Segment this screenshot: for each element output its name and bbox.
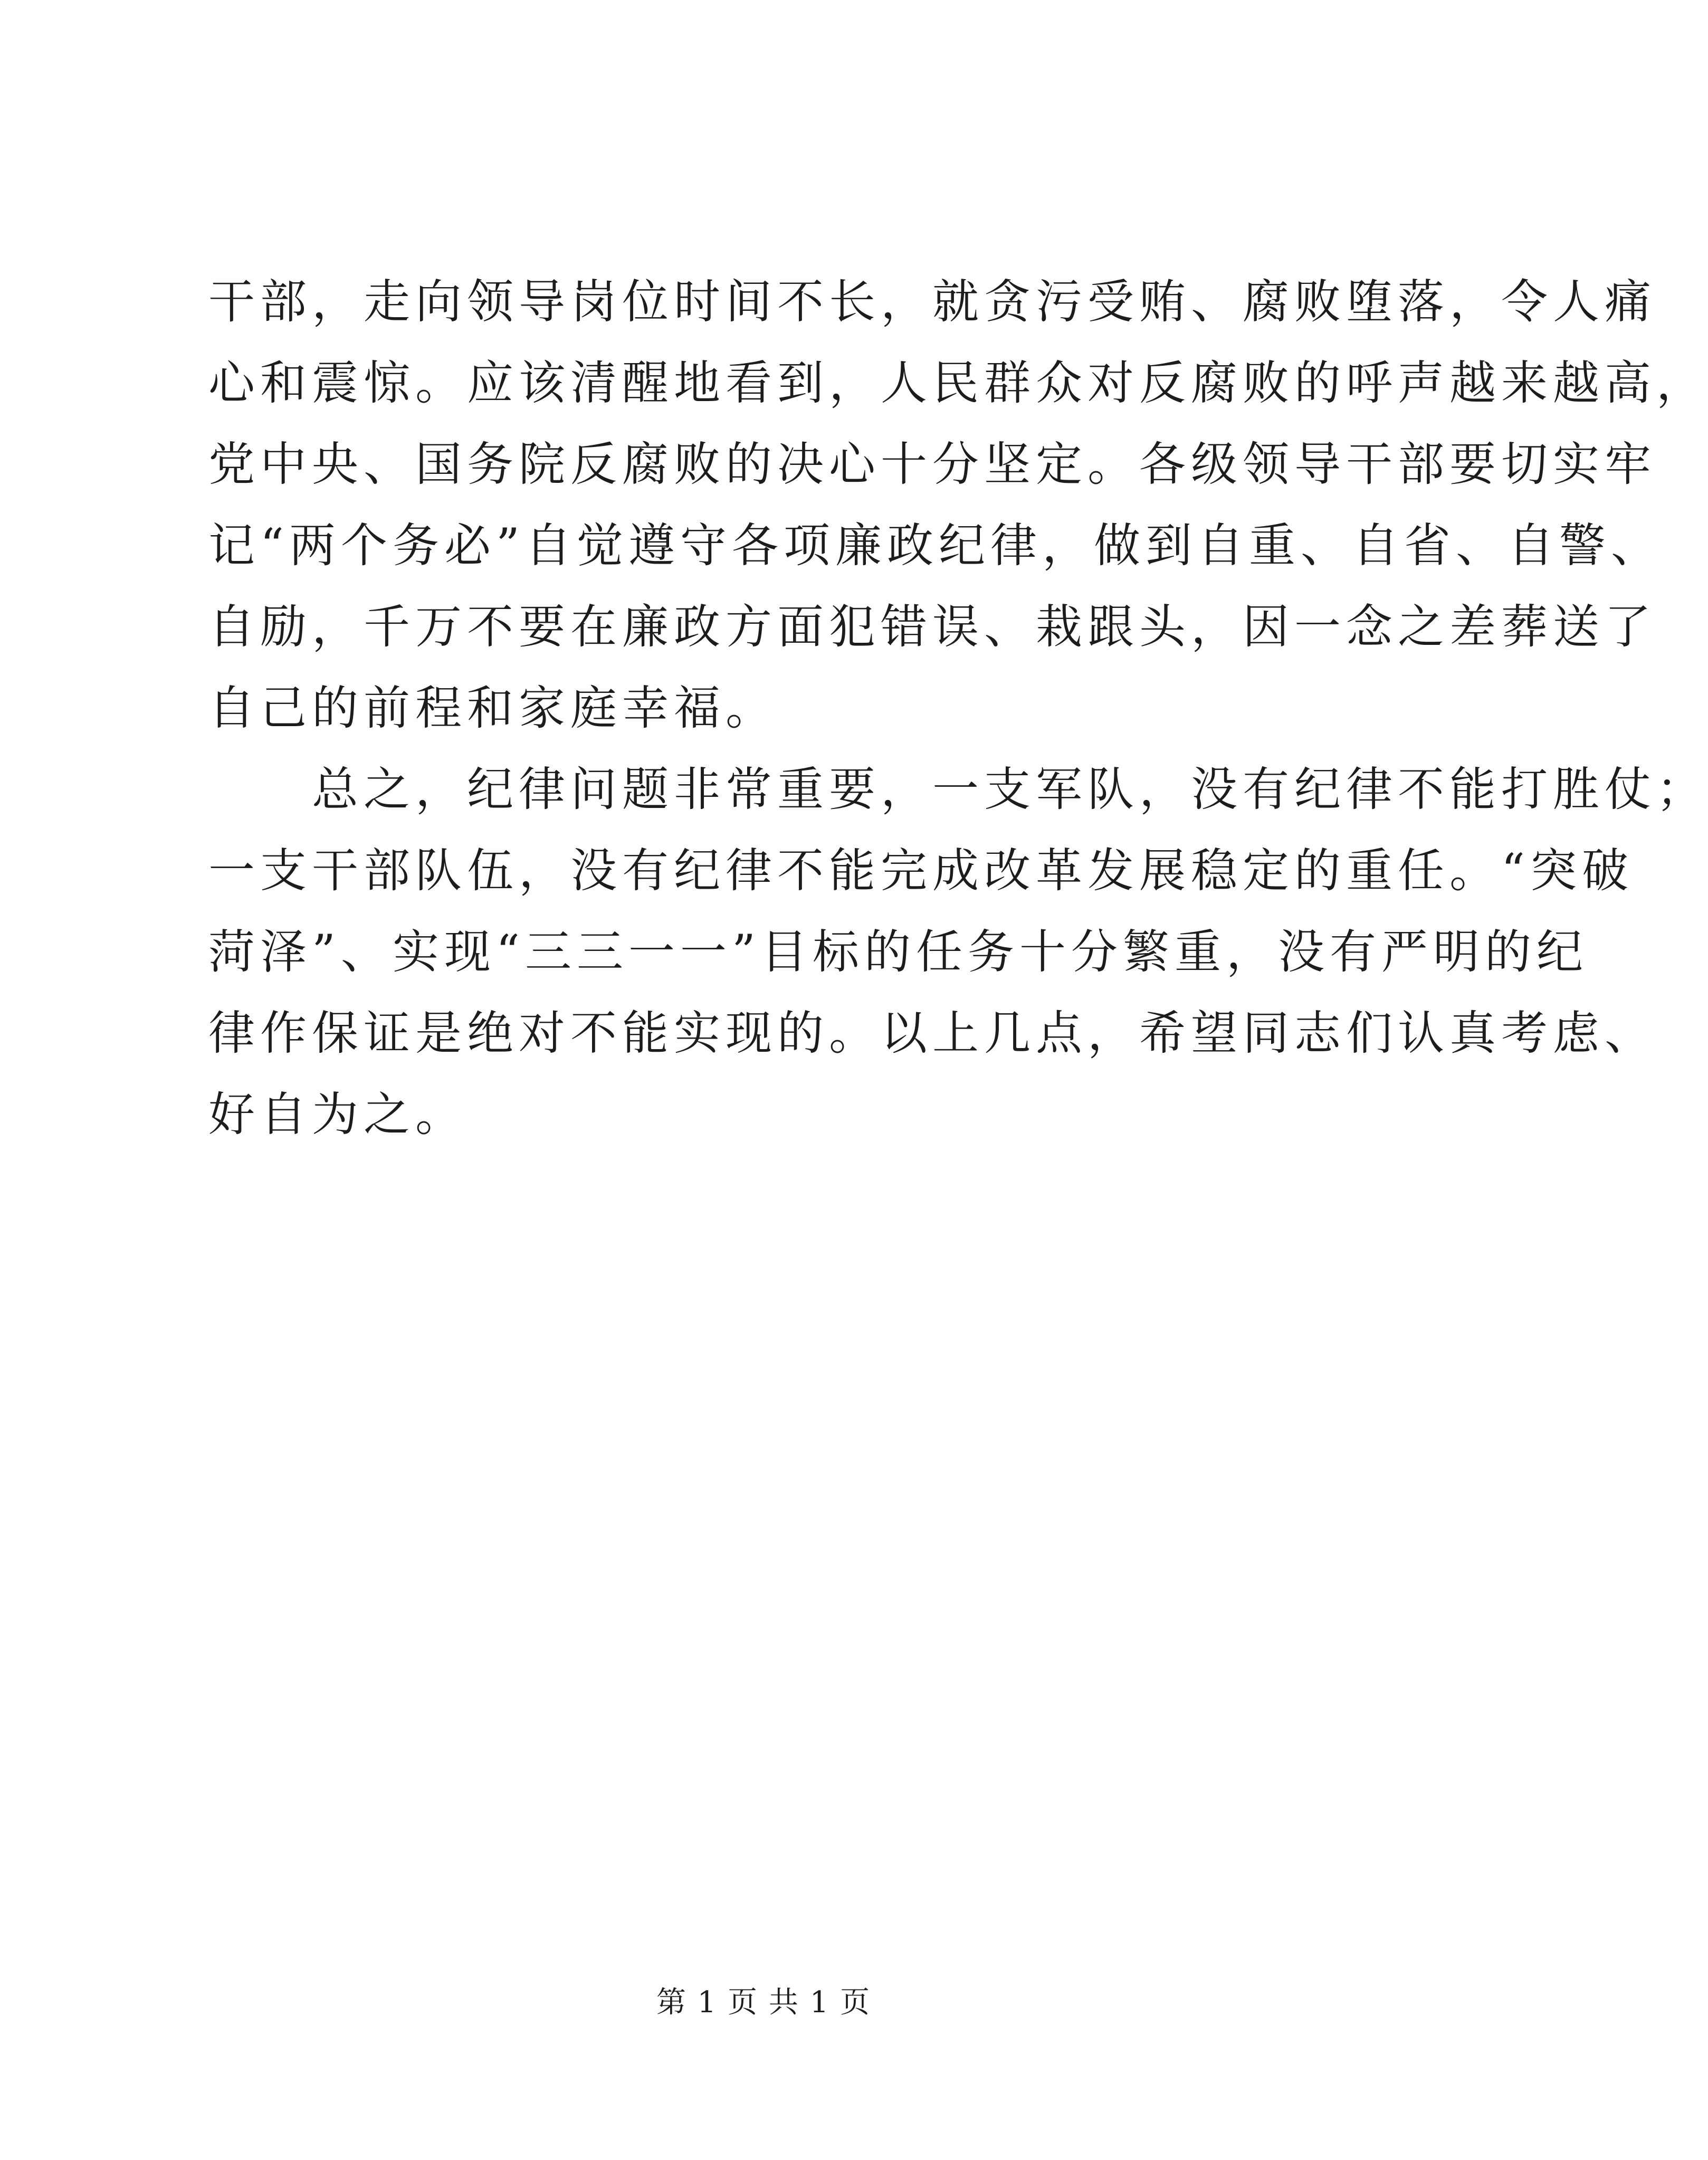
text-line: 总之，纪律问题非常重要，一支军队，没有纪律不能打胜仗； [208, 762, 1708, 816]
text-line: 自励，千万不要在廉政方面犯错误、栽跟头，因一念之差葬送了 [208, 600, 1657, 654]
page-number: 第 1 页 共 1 页 [656, 1985, 871, 2020]
text-line: 干部，走向领导岗位时间不长，就贪污受贿、腐败堕落，令人痛 [208, 274, 1657, 329]
text-line: 自己的前程和家庭幸福。 [208, 681, 778, 735]
text-line: 记“两个务必”自觉遵守各项廉政纪律，做到自重、自省、自警、 [208, 518, 1663, 573]
text-line: 菏泽”、实现“三三一一”目标的任务十分繁重，没有严明的纪 [208, 925, 1588, 979]
text-line: 好自为之。 [208, 1087, 467, 1141]
document-body [208, 274, 1708, 1168]
text-line: 一支干部队伍，没有纪律不能完成改革发展稳定的重任。“突破 [208, 843, 1634, 898]
text-line: 党中央、国务院反腐败的决心十分坚定。各级领导干部要切实牢 [208, 437, 1657, 491]
text-line: 律作保证是绝对不能实现的。以上几点，希望同志们认真考虑、 [208, 1006, 1657, 1060]
page-footer [0, 1984, 1527, 2021]
text-line: 心和震惊。应该清醒地看到，人民群众对反腐败的呼声越来越高， [208, 356, 1708, 410]
